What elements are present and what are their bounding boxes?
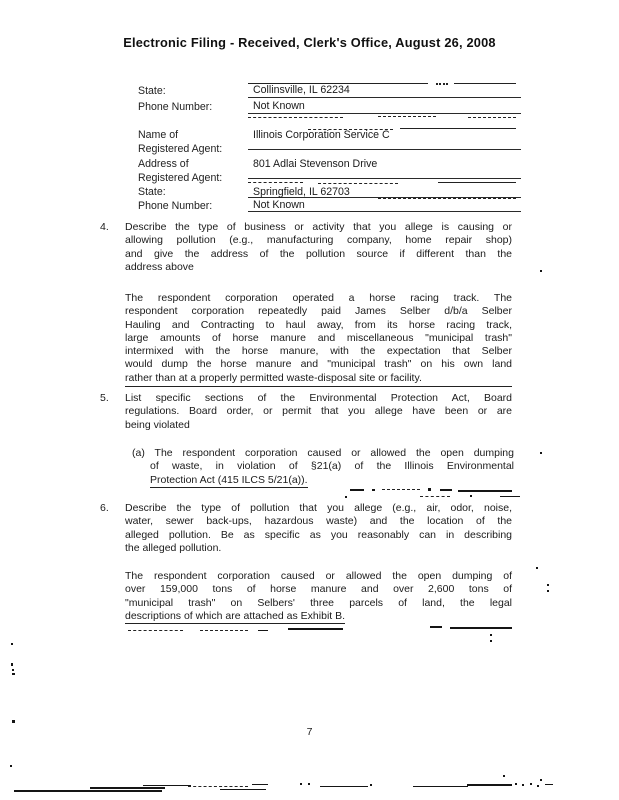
field-value-state-2: Springfield, IL 62703	[248, 186, 521, 198]
scan-mark	[540, 270, 542, 272]
scan-mark	[11, 663, 13, 666]
scan-mark	[467, 784, 512, 786]
text-line: over 159,000 tons of horse manure and over 2,600 tons of	[125, 583, 512, 596]
text-line: "municipal trash" on Selbers' three parcels of land, the legal	[125, 596, 512, 609]
text-line: respondent corporation repeatedly paid James Selber d/b/a Selber	[125, 305, 512, 318]
scan-mark	[470, 495, 472, 497]
scan-mark	[440, 489, 452, 491]
scan-mark	[345, 496, 347, 498]
text-line: Protection Act (415 ILCS 5/21(a)).	[150, 473, 308, 486]
item-6-number: 6.	[100, 502, 109, 514]
text-line: water, sewer back-ups, hazardous waste) and the location of the	[125, 515, 512, 528]
scan-mark	[130, 386, 190, 387]
field-label-state-1: State:	[138, 85, 166, 97]
scan-mark	[420, 496, 450, 497]
field-label-agent-address-2: Registered Agent:	[138, 172, 223, 184]
field-value-agent-name: Illinois Corporation Service C	[248, 129, 521, 150]
scan-mark	[537, 785, 539, 787]
text-line: address above	[125, 260, 194, 273]
scan-mark	[370, 784, 372, 786]
scan-mark	[515, 783, 517, 785]
scan-mark	[547, 584, 549, 586]
field-label-agent-address-1: Address of	[138, 158, 189, 170]
scan-mark	[430, 626, 442, 628]
scan-mark	[10, 765, 12, 767]
scan-mark	[12, 720, 15, 723]
scan-mark	[540, 452, 542, 454]
scan-mark	[547, 590, 549, 592]
text-line: Hauling and Contracting to haul away, from its horse racing track,	[125, 318, 512, 331]
scan-rule	[436, 83, 448, 85]
scan-rule	[400, 128, 516, 129]
scan-mark	[220, 789, 266, 790]
scan-rule	[248, 83, 428, 84]
text-line: Describe the type of pollution that you allege (e.g., air, odor, noise,	[125, 502, 512, 514]
text-line: descriptions of which are attached as Exhibit B.	[125, 609, 346, 622]
scan-mark	[11, 643, 13, 645]
scan-mark	[14, 790, 162, 792]
scan-mark	[458, 490, 512, 492]
scan-mark	[522, 784, 524, 786]
scan-mark	[205, 386, 275, 387]
field-label-phone-1: Phone Number:	[138, 101, 213, 113]
scan-mark	[545, 784, 553, 785]
item-4-answer	[125, 292, 512, 387]
scan-mark	[413, 786, 468, 787]
text-line: being violated	[125, 418, 190, 431]
field-label-agent-name-2: Registered Agent:	[138, 143, 223, 155]
registered-agent-form	[138, 82, 520, 228]
field-value-phone-1: Not Known	[248, 100, 521, 114]
scan-mark	[382, 489, 420, 490]
scan-rule	[454, 83, 516, 84]
page-number: 7	[306, 726, 313, 738]
scan-rule	[438, 182, 516, 183]
field-value-phone-2: Not Known	[248, 199, 521, 212]
text-line: large amounts of horse manure and miscellaneous "municipal trash"	[125, 331, 512, 344]
scan-mark	[128, 630, 183, 631]
scan-rule	[378, 198, 516, 199]
scan-rule	[248, 182, 303, 183]
scan-mark	[372, 489, 375, 491]
scan-mark	[503, 775, 505, 777]
item-5-text	[125, 392, 512, 432]
scan-rule	[308, 129, 393, 130]
scan-mark	[350, 489, 364, 491]
scan-rule	[468, 117, 516, 118]
item-4-number: 4.	[100, 221, 109, 233]
scan-mark	[300, 783, 302, 785]
text-line: alleged pollution. Be as specific as you reasonably can in describing	[125, 528, 512, 541]
text-line: rather than at a properly permitted waste-disposal site or facility.	[125, 372, 512, 387]
scan-mark	[490, 634, 492, 636]
scan-mark	[288, 628, 343, 630]
text-line: regulations. Board order, or permit that you allege have been or are	[125, 405, 512, 418]
item-5-answer	[132, 447, 514, 487]
scan-mark	[143, 785, 191, 786]
scan-mark	[200, 630, 248, 631]
field-label-agent-name-1: Name of	[138, 129, 179, 141]
scan-rule	[248, 117, 343, 118]
scan-mark	[252, 784, 268, 785]
item-6-answer	[125, 570, 512, 623]
scan-mark	[500, 496, 520, 497]
text-line: Describe the type of business or activity that you allege is causing or	[125, 221, 512, 233]
field-label-state-2: State:	[138, 186, 166, 198]
scan-mark	[450, 627, 512, 629]
text-line: the alleged pollution.	[125, 541, 222, 554]
scan-mark	[258, 630, 268, 631]
document-header-title: Electronic Filing - Received, Clerk's Office, August 26, 2008	[123, 35, 496, 50]
field-value-agent-address: 801 Adlai Stevenson Drive	[248, 158, 521, 179]
scan-mark	[90, 787, 165, 789]
scan-mark	[320, 786, 368, 787]
scan-mark	[530, 783, 532, 785]
scan-rule	[318, 183, 398, 184]
text-line: intermixed with the horse manure, with the expectation that Selber	[125, 345, 512, 358]
item-5-number: 5.	[100, 392, 109, 404]
scan-rule	[378, 116, 436, 117]
text-line: The respondent corporation caused or allowed the open dumping of	[125, 570, 512, 582]
item-4-text	[125, 221, 512, 274]
scan-mark	[536, 567, 538, 569]
item-6-text	[125, 502, 512, 555]
text-line: List specific sections of the Environmental Protection Act, Board	[125, 392, 512, 404]
field-value-state-1: Collinsville, IL 62234	[248, 84, 521, 98]
scan-mark	[12, 673, 15, 675]
scan-mark	[490, 640, 492, 642]
text-line: would dump the horse manure and "municipal trash" on his own land	[125, 358, 512, 371]
text-line: allowing pollution (e.g., manufacturing company, home repair shop)	[125, 234, 512, 247]
text-line: The respondent corporation operated a horse racing track. The	[125, 292, 512, 304]
text-line: (a) The respondent corporation caused or allowed the open dumping	[132, 447, 514, 459]
scan-mark	[308, 783, 310, 785]
scan-mark	[540, 779, 542, 781]
scan-mark	[188, 786, 248, 787]
text-line: of waste, in violation of §21(a) of the Illinois Environmental	[150, 460, 514, 473]
field-label-phone-2: Phone Number:	[138, 200, 213, 212]
text-line: and give the address of the pollution source if different than the	[125, 247, 512, 260]
scan-mark	[12, 669, 14, 671]
scan-mark	[428, 488, 431, 491]
